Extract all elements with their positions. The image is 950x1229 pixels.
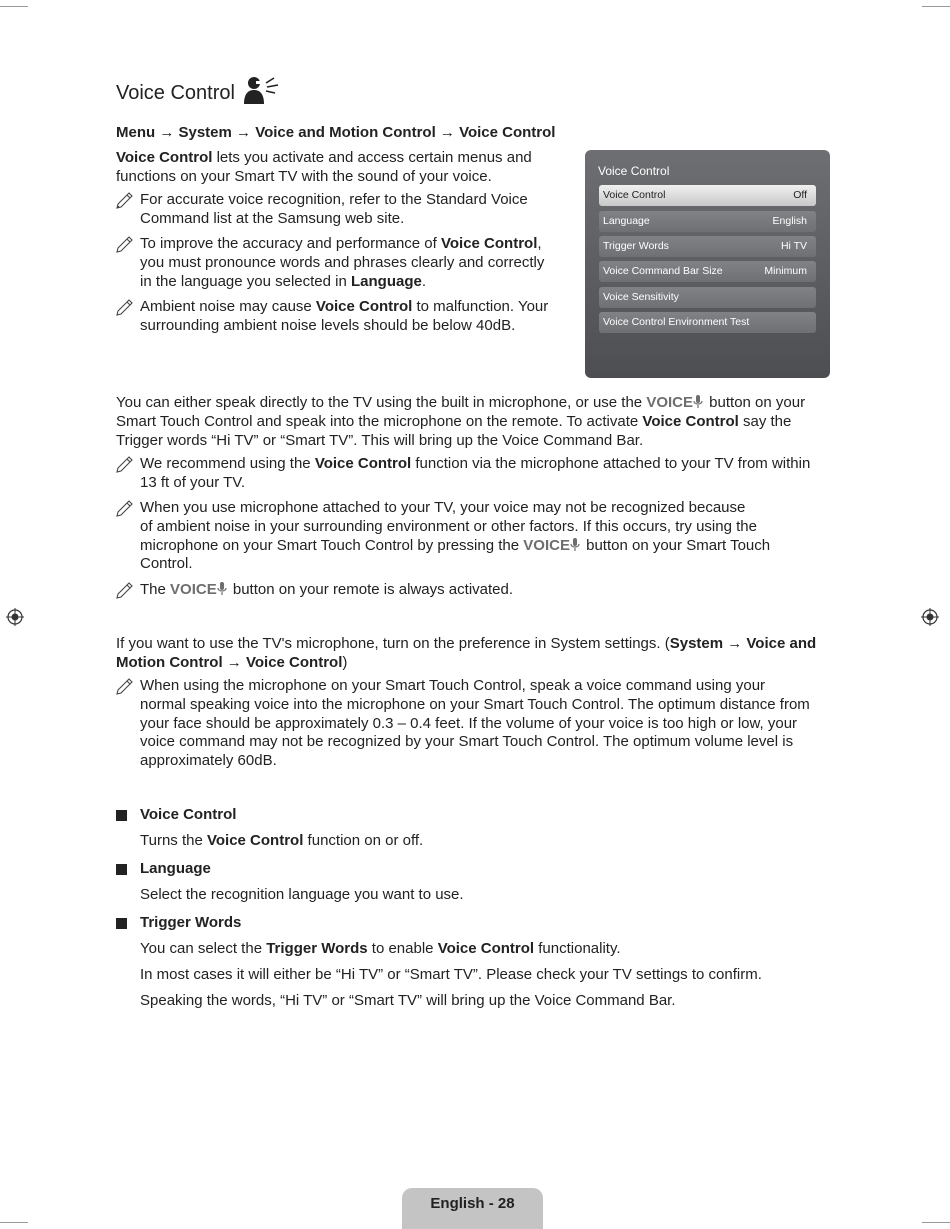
crop-mark — [0, 1222, 28, 1223]
pencil-note-icon — [116, 582, 133, 599]
page-number-tab: English - 28 — [402, 1188, 543, 1229]
tv-menu-item-environment-test[interactable]: Voice Control Environment Test — [599, 312, 816, 333]
pencil-note-icon — [116, 299, 133, 316]
voice-control-icon — [242, 74, 282, 106]
pencil-note-icon — [116, 236, 133, 253]
microphone-icon — [693, 395, 703, 408]
pencil-note-icon — [116, 678, 133, 695]
option-description: Speaking the words, “Hi TV” or “Smart TV” will bring up the Voice Command Bar. — [140, 992, 676, 1009]
option-description: Select the recognition language you want to use. — [140, 886, 464, 903]
note: When using the microphone on your Smart Touch Control, speak a voice command using your normal speaking voice into the microphone on your Smart Touch Control. The optimum distance from your face should be approximately 0.3 – 0.4 feet. If the volume of your voice is too high or low, your voice command may not be recognized by your Smart Touch Control. The optimum volume level is approximately 60dB. — [116, 677, 810, 771]
bullet-square — [116, 810, 127, 821]
emphasis: Voice Control — [116, 149, 213, 166]
tv-menu-panel — [585, 150, 830, 378]
option-description: Turns the Voice Control function on or off. — [140, 832, 424, 849]
tv-menu-item-language[interactable]: Language English — [599, 211, 816, 232]
option-description: You can select the Trigger Words to enable Voice Control functionality. — [140, 940, 621, 957]
pencil-note-icon — [116, 192, 133, 209]
tv-menu-item-command-bar-size[interactable]: Voice Command Bar Size Minimum — [599, 261, 816, 282]
note: The VOICE button on your remote is always activated. — [116, 581, 513, 600]
tv-menu-item-voice-control[interactable]: Voice Control Off — [599, 185, 816, 206]
intro-paragraph: Voice Control lets you activate and access certain menus and functions on your Smart TV with the sound of your voice. — [116, 149, 532, 185]
registration-mark-icon — [921, 608, 939, 626]
crop-mark — [922, 6, 950, 7]
pencil-note-icon — [116, 500, 133, 517]
crop-mark — [922, 1222, 950, 1223]
paragraph: If you want to use the TV's microphone, turn on the preference in System settings. (System → Voice and Motion Control → Voice Control) — [116, 635, 817, 671]
tv-menu-item-trigger-words[interactable]: Trigger Words Hi TV — [599, 236, 816, 257]
note: When you use microphone attached to your TV, your voice may not be recognized because of ambient noise in your surrounding environment or other factors. If this occurs, try using the microphone on your Smart Touch Control by pressing the VOICE button on your Smart Touch Control. — [116, 499, 770, 574]
paragraph: You can either speak directly to the TV using the built in microphone, or use the VOICE button on your Smart Touch Control and speak into the microphone on the remote. To activate Voice Control say the Trigger words “Hi TV” or “Smart TV”. This will bring up the Voice Command Bar. — [116, 394, 806, 449]
menu-path: Menu → System → Voice and Motion Control → Voice Control — [116, 124, 556, 141]
note: We recommend using the Voice Control function via the microphone attached to your TV from within 13 ft of your TV. — [116, 455, 810, 493]
tv-menu-title: Voice Control — [598, 164, 670, 178]
note: To improve the accuracy and performance of Voice Control, you must pronounce words and phrases clearly and correctly in the language you selected in Language. — [116, 235, 544, 291]
option-heading: Trigger Words — [140, 914, 242, 931]
option-heading: Voice Control — [140, 806, 237, 823]
bullet-square — [116, 918, 127, 929]
crop-mark — [0, 6, 28, 7]
note: Ambient noise may cause Voice Control to malfunction. Your surrounding ambient noise levels should be below 40dB. — [116, 298, 548, 336]
tv-menu-item-voice-sensitivity[interactable]: Voice Sensitivity — [599, 287, 816, 308]
page-title: Voice Control — [116, 82, 235, 104]
microphone-icon — [217, 582, 227, 595]
option-description: In most cases it will either be “Hi TV” or “Smart TV”. Please check your TV settings to confirm. — [140, 966, 762, 983]
note: For accurate voice recognition, refer to the Standard Voice Command list at the Samsung web site. — [116, 191, 528, 229]
registration-mark-icon — [6, 608, 24, 626]
option-heading: Language — [140, 860, 211, 877]
pencil-note-icon — [116, 456, 133, 473]
bullet-square — [116, 864, 127, 875]
microphone-icon — [570, 538, 580, 551]
